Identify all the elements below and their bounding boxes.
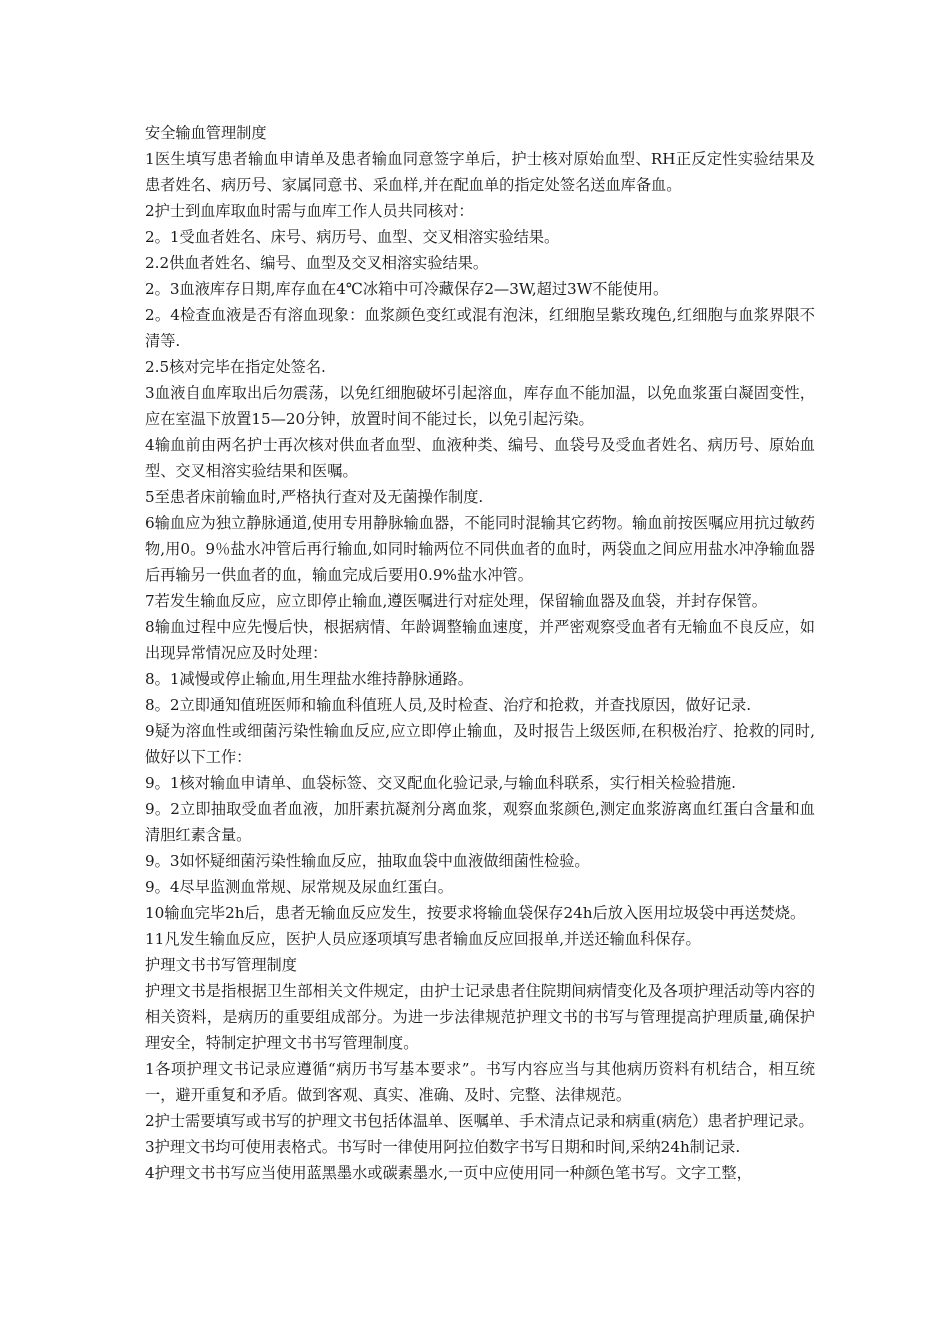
document-page bbox=[145, 120, 815, 1186]
paragraph: 9。3如怀疑细菌污染性输血反应，抽取血袋中血液做细菌性检验。 bbox=[145, 852, 590, 870]
paragraph: 2.5核对完毕在指定处签名. bbox=[145, 358, 326, 376]
paragraph: 护理文书是指根据卫生部相关文件规定，由护士记录患者住院期间病情变化及各项护理活动等内容的相关资料，是病历的重要组成部分。为进一步法律规范护理文书的书写与管理提高护理质量,确保护理安全，特制定护理文书书写管理制度。 bbox=[145, 982, 815, 1052]
paragraph: 4输血前由两名护士再次核对供血者血型、血液种类、编号、血袋号及受血者姓名、病历号、原始血型、交叉相溶实验结果和医嘱。 bbox=[145, 436, 815, 480]
paragraph: 9。4尽早监测血常规、尿常规及尿血红蛋白。 bbox=[145, 878, 453, 896]
paragraph: 2.2供血者姓名、编号、血型及交叉相溶实验结果。 bbox=[145, 254, 489, 272]
paragraph: 8。2立即通知值班医师和输血科值班人员,及时检查、治疗和抢救，并查找原因，做好记录. bbox=[145, 696, 752, 714]
paragraph: 3血液自血库取出后勿震荡，以免红细胞破坏引起溶血，库存血不能加温，以免血浆蛋白凝固变性，应在室温下放置15—20分钟，放置时间不能过长，以免引起污染。 bbox=[145, 384, 815, 428]
paragraph: 4护理文书书写应当使用蓝黑墨水或碳素墨水,一页中应使用同一种颜色笔书写。文字工整， bbox=[145, 1164, 752, 1182]
paragraph: 9疑为溶血性或细菌污染性输血反应,应立即停止输血，及时报告上级医师,在积极治疗、抢救的同时,做好以下工作： bbox=[145, 722, 815, 766]
paragraph: 10输血完毕2h后，患者无输血反应发生，按要求将输血袋保存24h后放入医用垃圾袋中再送焚烧。 bbox=[145, 904, 806, 922]
paragraph: 2护士需要填写或书写的护理文书包括体温单、医嘱单、手术清点记录和病重(病危）患者护理记录。 bbox=[145, 1112, 814, 1130]
paragraph: 2护士到血库取血时需与血库工作人员共同核对： bbox=[145, 202, 474, 220]
paragraph: 7若发生输血反应，应立即停止输血,遵医嘱进行对症处理，保留输血器及血袋，并封存保管。 bbox=[145, 592, 767, 610]
paragraph: 9。1核对输血申请单、血袋标签、交叉配血化验记录,与输血科联系，实行相关检验措施. bbox=[145, 774, 736, 792]
paragraph: 8。1减慢或停止输血,用生理盐水维持静脉通路。 bbox=[145, 670, 473, 688]
paragraph: 6输血应为独立静脉通道,使用专用静脉输血器，不能同时混输其它药物。输血前按医嘱应用抗过敏药物,用0。9％盐水冲管后再行输血,如同时输两位不同供血者的血时，两袋血之间应用盐水冲净输血器后再输另一供血者的血，输血完成后要用0.9%盐水冲管。 bbox=[145, 514, 815, 584]
paragraph: 3护理文书均可使用表格式。书写时一律使用阿拉伯数字书写日期和时间,采纳24h制记录. bbox=[145, 1138, 741, 1156]
paragraph: 8输血过程中应先慢后快，根据病情、年龄调整输血速度，并严密观察受血者有无输血不良反应，如出现异常情况应及时处理： bbox=[145, 618, 815, 662]
paragraph: 5至患者床前输血时,严格执行查对及无菌操作制度. bbox=[145, 488, 484, 506]
paragraph: 2。1受血者姓名、床号、病历号、血型、交叉相溶实验结果。 bbox=[145, 228, 560, 246]
paragraph: 11凡发生输血反应，医护人员应逐项填写患者输血反应回报单,并送还输血科保存。 bbox=[145, 930, 701, 948]
paragraph: 1各项护理文书记录应遵循“病历书写基本要求”。书写内容应当与其他病历资料有机结合，相互统一，避开重复和矛盾。做到客观、真实、准确、及时、完整、法律规范。 bbox=[145, 1060, 815, 1104]
paragraph: 2。3血液库存日期,库存血在4℃冰箱中可冷藏保存2—3W,超过3W不能使用。 bbox=[145, 280, 669, 298]
paragraph: 1医生填写患者输血申请单及患者输血同意签字单后，护士核对原始血型、RH正反定性实验结果及患者姓名、病历号、家属同意书、采血样,并在配血单的指定处签名送血库备血。 bbox=[145, 150, 815, 194]
paragraph: 2。4检查血液是否有溶血现象：血浆颜色变红或混有泡沫，红细胞呈紫玫瑰色,红细胞与血浆界限不清等. bbox=[145, 306, 815, 350]
paragraph: 9。2立即抽取受血者血液，加肝素抗凝剂分离血浆，观察血浆颜色,测定血浆游离血红蛋白含量和血清胆红素含量。 bbox=[145, 800, 815, 844]
section-title-transfusion: 安全输血管理制度 bbox=[145, 124, 267, 142]
section-title-nursing-records: 护理文书书写管理制度 bbox=[145, 956, 297, 974]
